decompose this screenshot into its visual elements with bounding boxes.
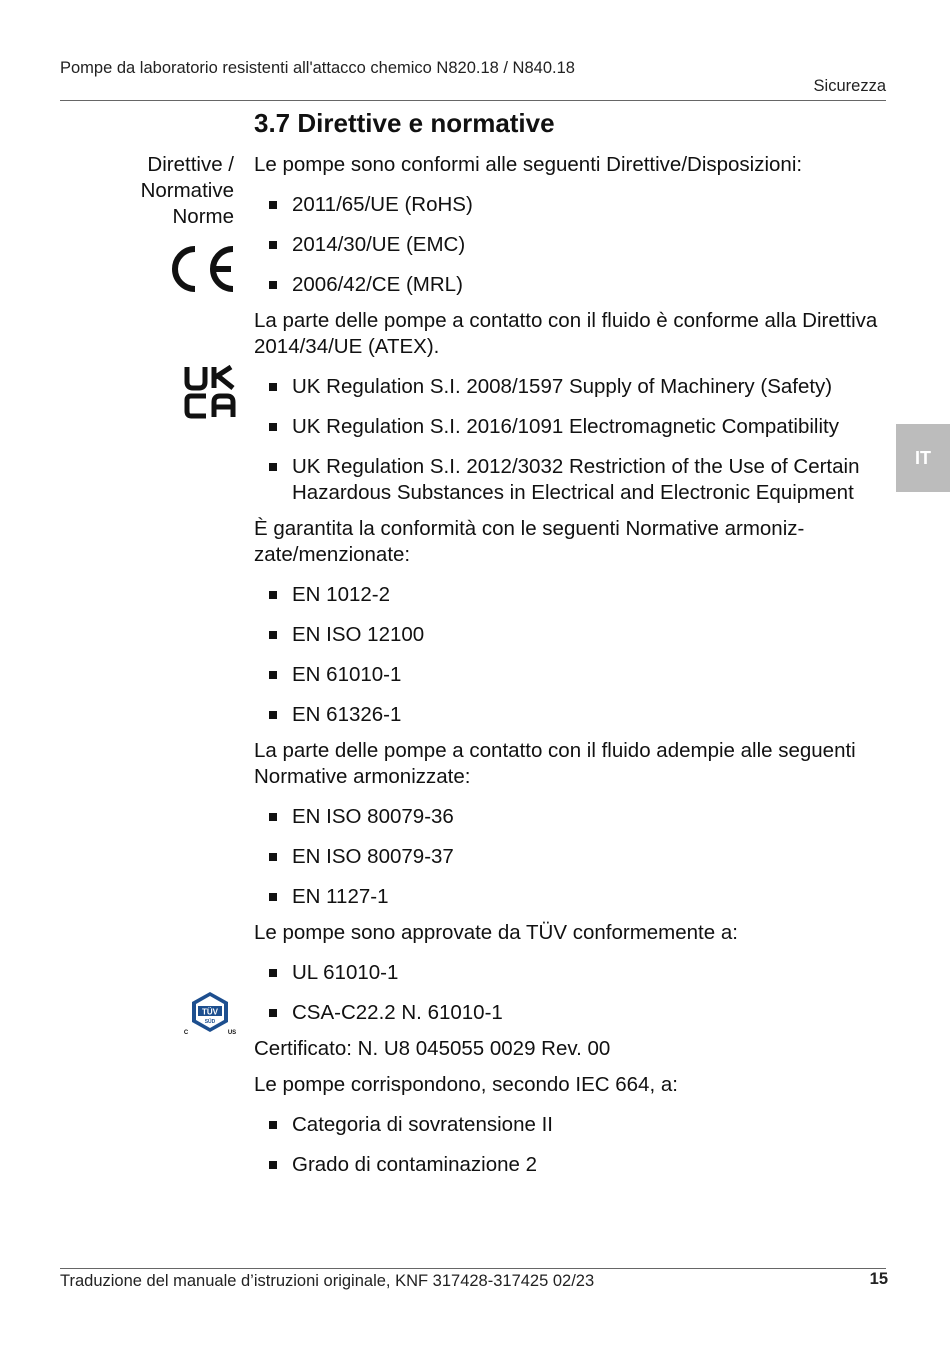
bullet-list: [254, 1112, 878, 1178]
list-item: Categoria di sovratensione II: [254, 1112, 878, 1138]
list-item: UK Regulation S.I. 2008/1597 Supply of Machinery (Safety): [254, 374, 878, 400]
paragraph: Certificato: N. U8 045055 0029 Rev. 00: [254, 1037, 611, 1060]
list-item: EN 1012-2: [254, 582, 878, 608]
svg-text:C: C: [183, 1030, 189, 1036]
side-label-line: Direttive /: [147, 153, 234, 176]
paragraph: La parte delle pompe a contatto con il fluido è conforme alla Direttiva 2014/34/UE (ATEX).: [254, 309, 878, 358]
content-body: [254, 152, 878, 1178]
header-rule: [60, 100, 886, 101]
list-item: 2014/30/UE (EMC): [254, 232, 878, 258]
list-item: 2006/42/CE (MRL): [254, 272, 878, 298]
paragraph: La parte delle pompe a contatto con il fluido adempie alle seguenti Normative armonizzate:: [254, 739, 856, 788]
section-heading: 3.7 Direttive e normative: [254, 108, 555, 138]
list-item: CSA-C22.2 N. 61010-1: [254, 1000, 878, 1026]
paragraph: Le pompe sono approvate da TÜV conformemente a:: [254, 921, 738, 944]
bullet-list: [254, 374, 878, 506]
ukca-mark-icon: [184, 364, 238, 420]
bullet-list: [254, 192, 878, 298]
list-item: UK Regulation S.I. 2016/1091 Electromagnetic Compatibility: [254, 414, 878, 440]
svg-text:US: US: [227, 1030, 237, 1036]
svg-text:SÜD: SÜD: [204, 1019, 216, 1025]
svg-text:TÜV: TÜV: [202, 1007, 218, 1017]
paragraph: Le pompe sono conformi alle seguenti Direttive/Disposizioni:: [254, 153, 803, 176]
list-item: EN 61010-1: [254, 662, 878, 688]
list-item: 2011/65/UE (RoHS): [254, 192, 878, 218]
footer-text: Traduzione del manuale d’istruzioni originale, KNF 317428-317425 02/23: [60, 1272, 595, 1290]
bullet-list: [254, 804, 878, 910]
footer-rule: [60, 1268, 886, 1269]
tuv-mark-icon: [182, 990, 238, 1038]
list-item: EN ISO 12100: [254, 622, 878, 648]
list-item: EN ISO 80079-37: [254, 844, 878, 870]
ce-mark-icon: [165, 243, 237, 295]
list-item: EN ISO 80079-36: [254, 804, 878, 830]
list-item: EN 61326-1: [254, 702, 878, 728]
side-label: [141, 152, 234, 230]
language-tab: IT: [896, 424, 950, 492]
list-item: UL 61010-1: [254, 960, 878, 986]
paragraph: Le pompe corrispondono, secondo IEC 664, a:: [254, 1073, 678, 1096]
header-section: Sicurezza: [813, 77, 886, 95]
bullet-list: [254, 582, 878, 728]
list-item: UK Regulation S.I. 2012/3032 Restriction of the Use of Certain Hazardous Substances in Electrical and Electronic Equipment: [254, 454, 878, 506]
list-item: EN 1127-1: [254, 884, 878, 910]
list-item: Grado di contaminazione 2: [254, 1152, 878, 1178]
page-number: 15: [869, 1270, 888, 1288]
paragraph: È garantita la conformità con le seguenti Normative armonizzate/menzionate:: [254, 517, 805, 566]
side-label-line: Norme: [172, 205, 234, 228]
side-label-line: Normative: [140, 179, 234, 202]
bullet-list: [254, 960, 878, 1026]
header-title: Pompe da laboratorio resistenti all'attacco chemico N820.18 / N840.18: [60, 59, 575, 77]
